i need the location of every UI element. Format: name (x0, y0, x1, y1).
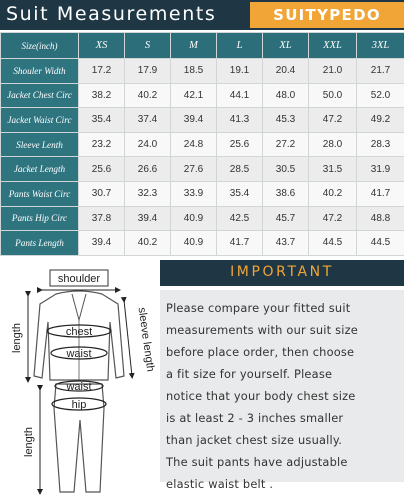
measurement-value: 27.2 (263, 132, 309, 157)
measurement-label: Pants Length (1, 231, 79, 256)
measurement-value: 39.4 (79, 231, 125, 256)
measurement-value: 48.0 (263, 83, 309, 108)
measurement-value: 31.9 (357, 157, 404, 182)
sleeve-length-label: sleeve length (135, 306, 157, 373)
note-line: a fit size for yourself. Please (166, 367, 333, 381)
measurement-value: 35.4 (79, 108, 125, 133)
measurement-value: 19.1 (217, 59, 263, 84)
measurement-label: Jacket Waist Circ (1, 108, 79, 133)
note-line: measurements with our suit size (166, 323, 358, 337)
measurement-value: 39.4 (171, 108, 217, 133)
measurement-label: Pants Waist Circ (1, 181, 79, 206)
measurement-label: Jacket Chest Circ (1, 83, 79, 108)
size-header: XL (263, 33, 309, 59)
measurement-value: 37.4 (125, 108, 171, 133)
measurement-value: 28.3 (357, 132, 404, 157)
header-bar (0, 0, 404, 30)
measurement-value: 52.0 (357, 83, 404, 108)
note-line: notice that your body chest size (166, 389, 356, 403)
table-row (1, 59, 404, 84)
brand-badge: SUITYPEDO (250, 2, 404, 28)
table-row (1, 206, 404, 231)
measurement-value: 24.8 (171, 132, 217, 157)
sleeve-length-arrow (124, 300, 132, 376)
size-header: 3XL (357, 33, 404, 59)
measurement-value: 32.3 (125, 181, 171, 206)
chest-label: chest (65, 326, 93, 338)
measurement-value: 33.9 (171, 181, 217, 206)
measurement-value: 30.7 (79, 181, 125, 206)
table-header-row (1, 33, 404, 59)
hip-label: hip (71, 399, 87, 411)
measurement-value: 43.7 (263, 231, 309, 256)
measurement-value: 44.1 (217, 83, 263, 108)
table-row (1, 83, 404, 108)
measurement-value: 17.2 (79, 59, 125, 84)
measurement-value: 39.4 (125, 206, 171, 231)
measurement-value: 42.1 (171, 83, 217, 108)
note-line: elastic waist belt . (166, 477, 274, 491)
size-chart-table (0, 32, 404, 256)
measurement-value: 38.6 (263, 181, 309, 206)
measurement-value: 48.8 (357, 206, 404, 231)
size-header: XXL (309, 33, 357, 59)
measurement-value: 40.9 (171, 206, 217, 231)
measurement-value: 31.5 (309, 157, 357, 182)
table-row (1, 231, 404, 256)
measurement-label: Pants Hip Circ (1, 206, 79, 231)
important-title: IMPORTANT (230, 264, 334, 280)
measurement-value: 45.7 (263, 206, 309, 231)
table-row (1, 108, 404, 133)
measurement-value: 26.6 (125, 157, 171, 182)
note-line: The suit pants have adjustable (166, 455, 348, 469)
measurement-value: 41.7 (217, 231, 263, 256)
page-title: Suit Measurements (6, 3, 217, 25)
measurement-value: 45.3 (263, 108, 309, 133)
measurement-value: 27.6 (171, 157, 217, 182)
measurement-label: Jacket Length (1, 157, 79, 182)
measurement-value: 40.2 (309, 181, 357, 206)
size-header: L (217, 33, 263, 59)
measurement-value: 44.5 (357, 231, 404, 256)
measurement-value: 30.5 (263, 157, 309, 182)
measurement-label: Sleeve Lenth (1, 132, 79, 157)
measurement-value: 21.7 (357, 59, 404, 84)
measurement-value: 25.6 (217, 132, 263, 157)
measurement-value: 47.2 (309, 206, 357, 231)
measurement-diagram (0, 260, 160, 500)
table-row (1, 181, 404, 206)
size-header: M (171, 33, 217, 59)
measurement-value: 21.0 (309, 59, 357, 84)
measurement-value: 35.4 (217, 181, 263, 206)
measurement-value: 40.2 (125, 83, 171, 108)
measurement-value: 40.9 (171, 231, 217, 256)
pants-length-label: length (23, 427, 35, 457)
important-note-text (166, 297, 402, 495)
measurement-value: 20.4 (263, 59, 309, 84)
measurement-value: 47.2 (309, 108, 357, 133)
measurement-value: 42.5 (217, 206, 263, 231)
measurement-value: 49.2 (357, 108, 404, 133)
measurement-value: 17.9 (125, 59, 171, 84)
note-line: before place order, then choose (166, 345, 355, 359)
measurement-value: 23.2 (79, 132, 125, 157)
shoulder-label: shoulder (57, 273, 101, 285)
measurement-value: 40.2 (125, 231, 171, 256)
measurement-value: 18.5 (171, 59, 217, 84)
size-header: S (125, 33, 171, 59)
table-corner-header: Size(inch) (1, 33, 79, 59)
note-line: Please compare your fitted suit (166, 301, 351, 315)
measurement-value: 24.0 (125, 132, 171, 157)
note-line: than jacket chest size usually. (166, 433, 343, 447)
measurement-value: 28.5 (217, 157, 263, 182)
measurement-value: 25.6 (79, 157, 125, 182)
measurement-value: 50.0 (309, 83, 357, 108)
measurement-value: 44.5 (309, 231, 357, 256)
measurement-label: Shouler Width (1, 59, 79, 84)
measurement-value: 38.2 (79, 83, 125, 108)
table-row (1, 132, 404, 157)
measurement-value: 28.0 (309, 132, 357, 157)
size-header: XS (79, 33, 125, 59)
pants-waist-label: waist (66, 381, 92, 393)
jacket-waist-label: waist (66, 348, 92, 360)
measurement-value: 41.7 (357, 181, 404, 206)
measurement-value: 41.3 (217, 108, 263, 133)
jacket-length-label: length (11, 323, 23, 353)
note-line: is at least 2 - 3 inches smaller (166, 411, 344, 425)
table-row (1, 157, 404, 182)
measurement-value: 37.8 (79, 206, 125, 231)
